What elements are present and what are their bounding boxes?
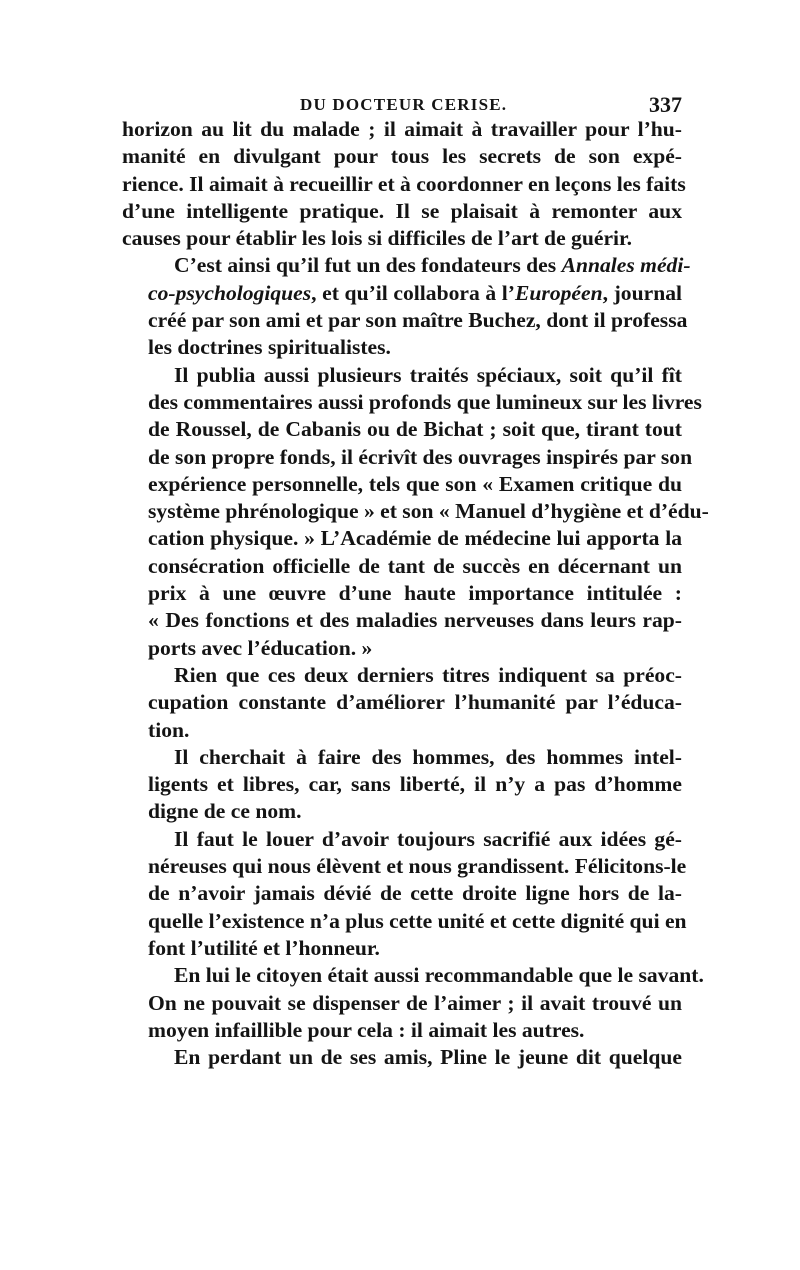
text-line: rience. Il aimait à recueillir et à coordonner en leçons les faits (122, 171, 686, 196)
text-run: , journal (602, 280, 683, 305)
text-line: Il cherchait à faire des hommes, des hommes intel- (174, 744, 682, 769)
text-line: prix à une œuvre d’une haute importance intitulée : (148, 581, 682, 606)
paragraph-p5 (122, 744, 682, 826)
text-run: les doctrines spiritualistes. (148, 335, 391, 360)
paragraph-p1 (122, 116, 686, 252)
text-line (122, 334, 682, 361)
italic-title: Européen (515, 280, 603, 305)
text-line (122, 307, 688, 334)
text-line: Il publia aussi plusieurs traités spéciaux, soit qu’il fît (174, 362, 682, 387)
body-text (122, 116, 709, 1071)
paragraph-p3 (122, 362, 709, 662)
text-line: font l’utilité et l’honneur. (148, 935, 380, 960)
text-line: de son propre fonds, il écrivît des ouvrages inspirés par son (148, 444, 693, 469)
text-line: expérience personnelle, tels que son « Examen critique du (148, 471, 682, 496)
text-line: tion. (148, 717, 190, 742)
italic-title: Annales médi- (561, 253, 691, 278)
text-line: horizon au lit du malade ; il aimait à travailler pour l’hu- (122, 117, 682, 141)
text-run: C’est ainsi qu’il fut un des fondateurs des (174, 253, 562, 278)
text-line: consécration officielle de tant de succès en décernant un (148, 553, 682, 578)
text-line: quelle l’existence n’a plus cette unité et cette dignité qui en (148, 908, 687, 933)
text-line: digne de ce nom. (148, 799, 302, 824)
text-line: On ne pouvait se dispenser de l’aimer ; il avait trouvé un (148, 990, 682, 1015)
text-line: causes pour établir les lois si difficiles de l’art de guérir. (122, 226, 633, 251)
text-line: néreuses qui nous élèvent et nous grandissent. Félicitons-le (148, 854, 687, 879)
text-line: cation physique. » L’Académie de médecine lui apporta la (148, 526, 682, 551)
italic-title: co-psychologiques (148, 280, 312, 305)
text-line: d’une intelligente pratique. Il se plaisait à remonter aux (122, 198, 682, 223)
running-title: DU DOCTEUR CERISE. (300, 95, 508, 114)
text-run: créé par son ami et par son maître Buchez, dont il professa (148, 308, 688, 333)
text-line: Il faut le louer d’avoir toujours sacrifié aux idées gé- (174, 826, 682, 851)
text-line: En lui le citoyen était aussi recommandable que le savant. (174, 963, 704, 988)
paragraph-p8 (122, 1044, 682, 1071)
text-line: ports avec l’éducation. » (148, 635, 373, 660)
text-line: de n’avoir jamais dévié de cette droite ligne hors de la- (148, 881, 682, 906)
text-line: de Roussel, de Cabanis ou de Bichat ; soit que, tirant tout (148, 417, 682, 442)
text-line: « Des fonctions et des maladies nerveuses dans leurs rap- (148, 608, 682, 633)
text-line: cupation constante d’améliorer l’humanité par l’éduca- (148, 690, 682, 715)
text-line: Rien que ces deux derniers titres indiquent sa préoc- (174, 662, 682, 687)
paragraph-p2 (122, 252, 691, 361)
text-line: manité en divulgant pour tous les secrets de son expé- (122, 144, 682, 169)
text-line: En perdant un de ses amis, Pline le jeune dit quelque (174, 1045, 682, 1070)
page-number: 337 (649, 92, 682, 117)
text-run: , et qu’il collabora à l’ (311, 280, 515, 305)
text-line: moyen infaillible pour cela : il aimait les autres. (148, 1017, 585, 1042)
text-line (122, 252, 691, 279)
text-line: ligents et libres, car, sans liberté, il n’y a pas d’homme (148, 772, 682, 797)
paragraph-p6 (122, 826, 687, 962)
paragraph-p4 (122, 662, 682, 744)
text-line: système phrénologique » et son « Manuel d’hygiène et d’édu- (148, 499, 709, 524)
text-line (122, 280, 682, 307)
paragraph-p7 (122, 962, 704, 1044)
text-line: des commentaires aussi profonds que lumineux sur les livres (148, 389, 702, 414)
